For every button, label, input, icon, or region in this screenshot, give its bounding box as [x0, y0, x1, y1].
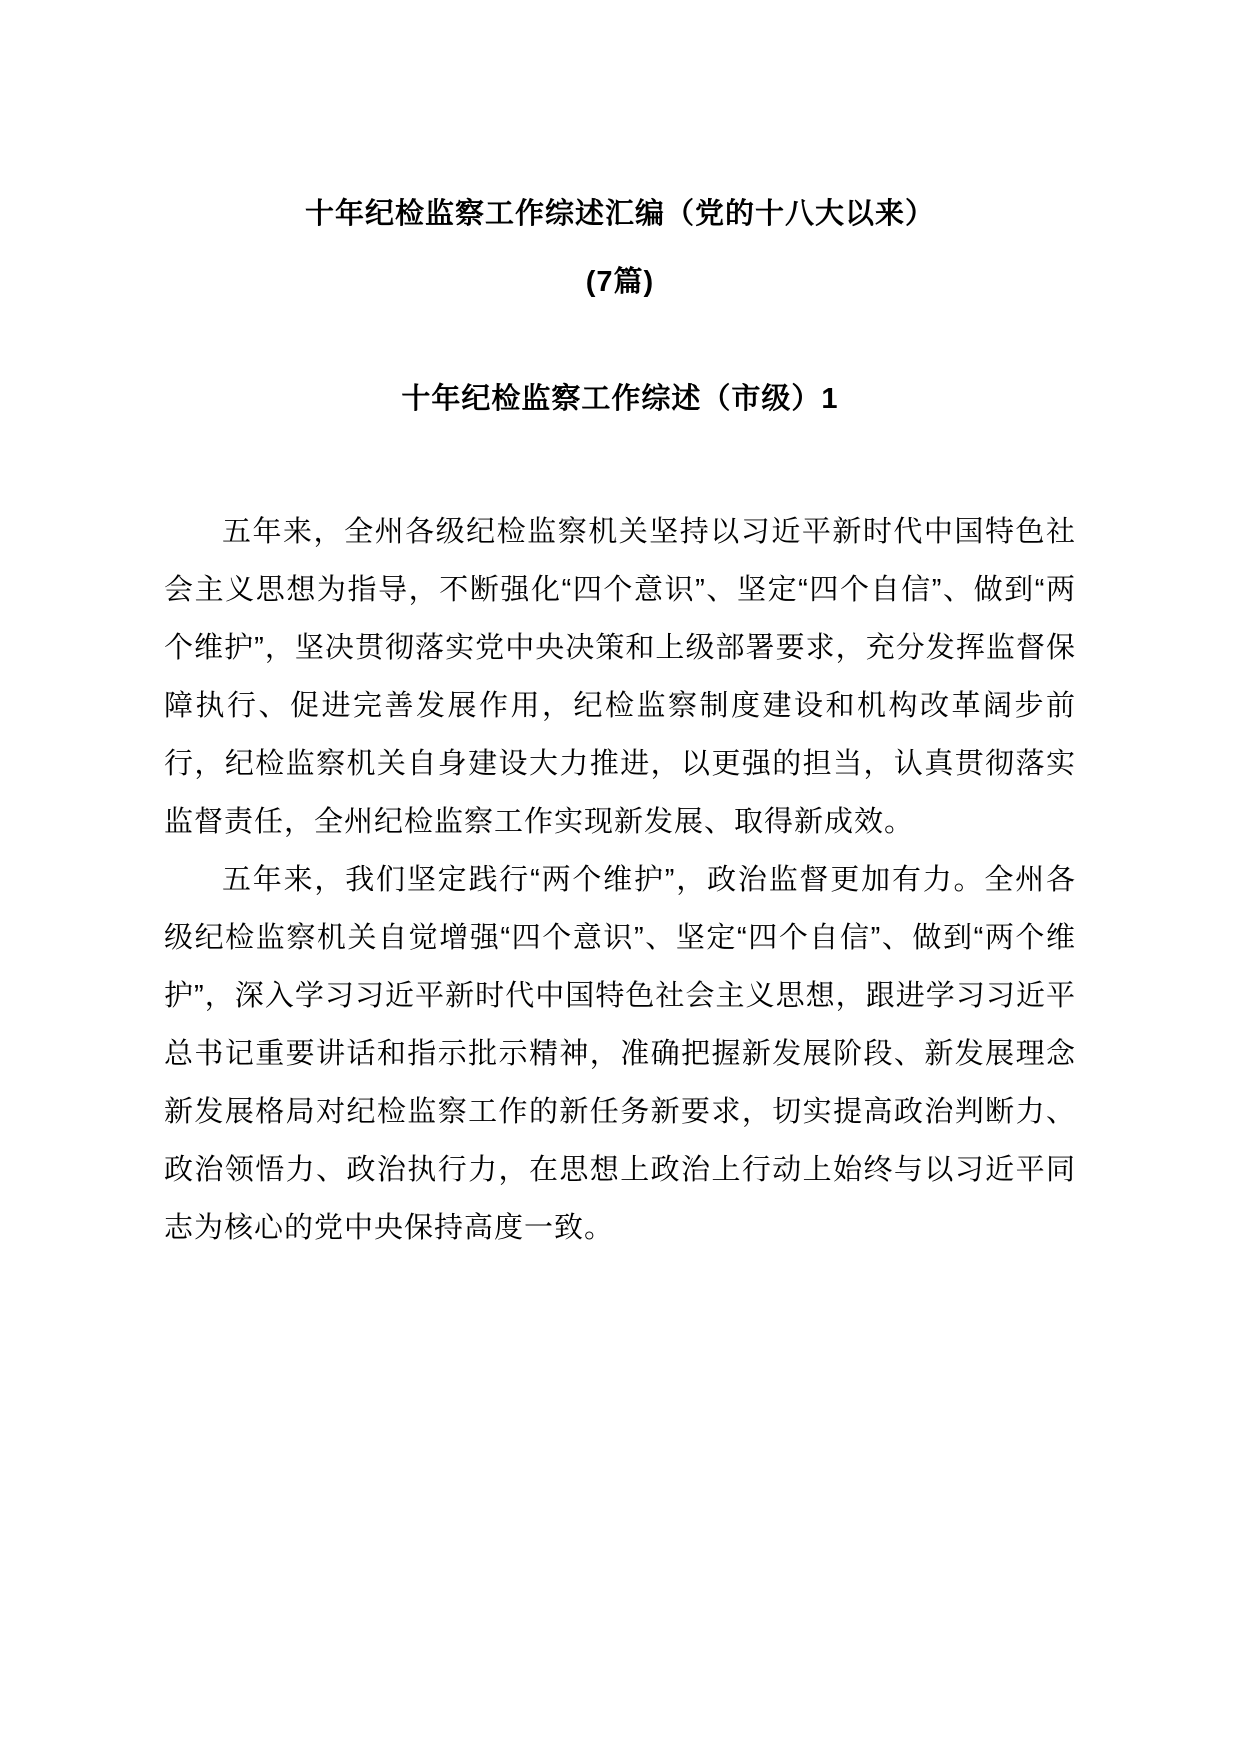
- document-title: 十年纪检监察工作综述汇编（党的十八大以来）: [304, 198, 935, 230]
- paragraph-1: 五年来，全州各级纪检监察机关坚持以习近平新时代中国特色社会主义思想为指导，不断强化“四个意识”、坚定“四个自信”、做到“两个维护”，坚决贯彻落实党中央决策和上级部署要求，充分发挥监督保障执行、促进完善发展作用，纪检监察制度建设和机构改革阔步前行，纪检监察机关自身建设大力推进，以更强的担当，认真贯彻落实监督责任，全州纪检监察工作实现新发展、取得新成效。: [164, 515, 1076, 838]
- section-heading: 十年纪检监察工作综述（市级）1: [401, 382, 839, 415]
- document-subtitle: (7篇): [585, 266, 655, 299]
- paragraph-2: 五年来，我们坚定践行“两个维护”，政治监督更加有力。全州各级纪检监察机关自觉增强“四个意识”、坚定“四个自信”、做到“两个维护”，深入学习习近平新时代中国特色社会主义思想，跟进学习习近平总书记重要讲话和指示批示精神，准确把握新发展阶段、新发展理念新发展格局对纪检监察工作的新任务新要求，切实提高政治判断力、政治领悟力、政治执行力，在思想上政治上行动上始终与以习近平同志为核心的党中央保持高度一致。: [164, 863, 1076, 1244]
- document-body: [164, 503, 1076, 1257]
